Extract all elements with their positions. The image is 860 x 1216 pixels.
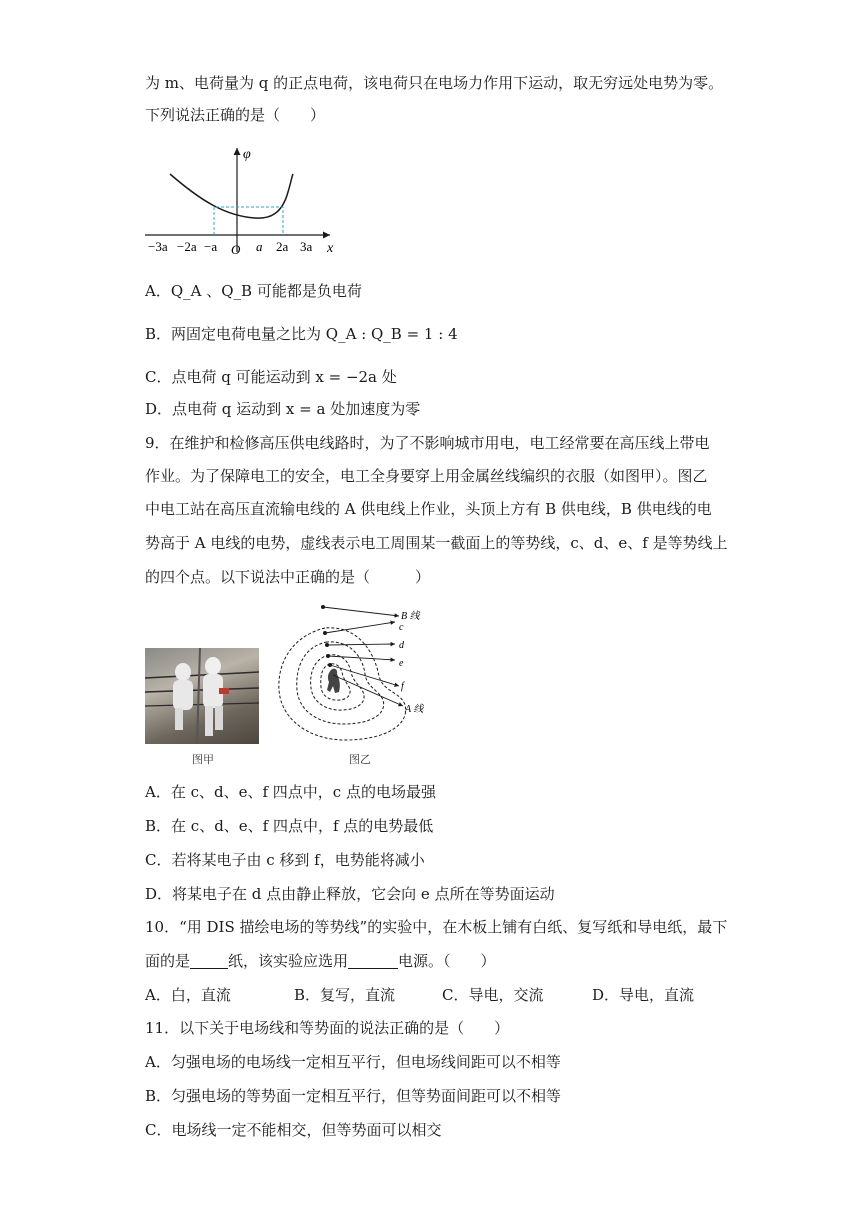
equipotential-2	[297, 642, 384, 724]
potential-graph	[140, 140, 350, 260]
q9-option-c: C．若将某电子由 c 移到 f，电势能将减小	[145, 851, 425, 869]
q11-option-c: C．电场线一定不能相交，但等势面可以相交	[145, 1121, 442, 1139]
q8-option-c: C．点电荷 q 可能运动到 x = −2a 处	[145, 368, 397, 386]
q10-stem-line1: 10．“用 DIS 描绘电场的等势线”的实验中，在木板上铺有白纸、复写纸和导电纸，最下	[145, 918, 728, 936]
answer-blank-2	[348, 952, 398, 969]
tick-label: −a	[204, 239, 218, 254]
tick-label: 3a	[300, 239, 313, 254]
x-axis-label: x	[327, 241, 334, 256]
tick-label: O	[231, 242, 241, 257]
arrow-c	[325, 622, 395, 633]
q9-stem-line1: 9．在维护和检修高压供电线路时，为了不影响城市用电，电工经常要在高压线上带电	[145, 434, 710, 452]
tick-label: a	[256, 239, 263, 254]
q10-stem-part-b: 纸，该实验应选用	[228, 952, 349, 970]
label-b-line: B 线	[401, 611, 420, 622]
lineworker-photo	[145, 648, 259, 744]
q10-option-a: A．白，直流	[145, 986, 231, 1004]
q10-option-d: D．导电，直流	[592, 986, 695, 1004]
q9-stem-line4: 势高于 A 电线的电势，虚线表示电工周围某一截面上的等势线，c、d、e、f 是等势线上	[145, 534, 728, 552]
q11-option-a: A．匀强电场的电场线一定相互平行，但电场线间距可以不相等	[145, 1053, 561, 1071]
q8-stem-line2: 下列说法正确的是（ ）	[145, 106, 326, 124]
arrow-a-line	[333, 675, 403, 706]
photo-sketch	[145, 648, 259, 744]
arrow-d	[327, 644, 395, 645]
q10-stem-line2	[145, 950, 496, 972]
tick-label: 2a	[276, 239, 289, 254]
caption-right: 图乙	[349, 753, 371, 766]
caption-left: 图甲	[192, 753, 214, 766]
potential-curve	[170, 174, 293, 218]
q9-option-a: A．在 c、d、e、f 四点中，c 点的电场最强	[145, 783, 436, 801]
arrow-b-line	[323, 607, 399, 616]
lineworker-silhouette	[327, 669, 340, 693]
label-c: c	[399, 622, 404, 633]
tick-label: −2a	[177, 239, 197, 254]
arrow-e	[328, 656, 395, 660]
q8-option-a: A．Q_A 、Q_B 可能都是负电荷	[145, 282, 362, 300]
q8-option-d: D．点电荷 q 运动到 x = a 处加速度为零	[145, 400, 421, 418]
q10-option-c: C．导电，交流	[442, 986, 544, 1004]
answer-blank-1	[190, 952, 228, 969]
q9-stem-line2: 作业。为了保障电工的安全，电工全身要穿上用金属丝线编织的衣服（如图甲）。图乙	[145, 467, 708, 485]
q10-stem-part-a: 面的是	[145, 952, 191, 970]
q8-stem-line1: 为 m、电荷量为 q 的正点电荷，该电荷只在电场力作用下运动，取无穷远处电势为零。	[145, 74, 724, 92]
q10-option-b: B．复写，直流	[294, 986, 396, 1004]
label-d: d	[399, 640, 404, 651]
label-f: f	[401, 681, 404, 692]
arrow-f	[330, 665, 399, 686]
label-e: e	[399, 658, 404, 669]
q11-option-b: B．匀强电场的等势面一定相互平行，但等势面间距可以不相等	[145, 1087, 562, 1105]
q9-option-b: B．在 c、d、e、f 四点中，f 点的电势最低	[145, 817, 434, 835]
q9-option-d: D．将某电子在 d 点由静止释放，它会向 e 点所在等势面运动	[145, 885, 555, 903]
tick-label: −3a	[148, 239, 168, 254]
q9-stem-line5: 的四个点。以下说法中正确的是（ ）	[145, 568, 431, 586]
q8-option-b: B．两固定电荷电量之比为 Q_A : Q_B = 1 : 4	[145, 325, 458, 343]
equipotential-diagram	[275, 600, 435, 750]
label-a-line: A 线	[405, 704, 424, 715]
y-axis-label: φ	[243, 147, 251, 162]
q10-stem-part-c: 电源。（ ）	[398, 952, 496, 970]
tick-labels	[148, 239, 313, 257]
q9-stem-line3: 中电工站在高压直流输电线的 A 供电线上作业，头顶上方有 B 供电线，B 供电线的电	[145, 500, 712, 518]
q11-stem: 11．以下关于电场线和等势面的说法正确的是（ ）	[145, 1019, 510, 1037]
